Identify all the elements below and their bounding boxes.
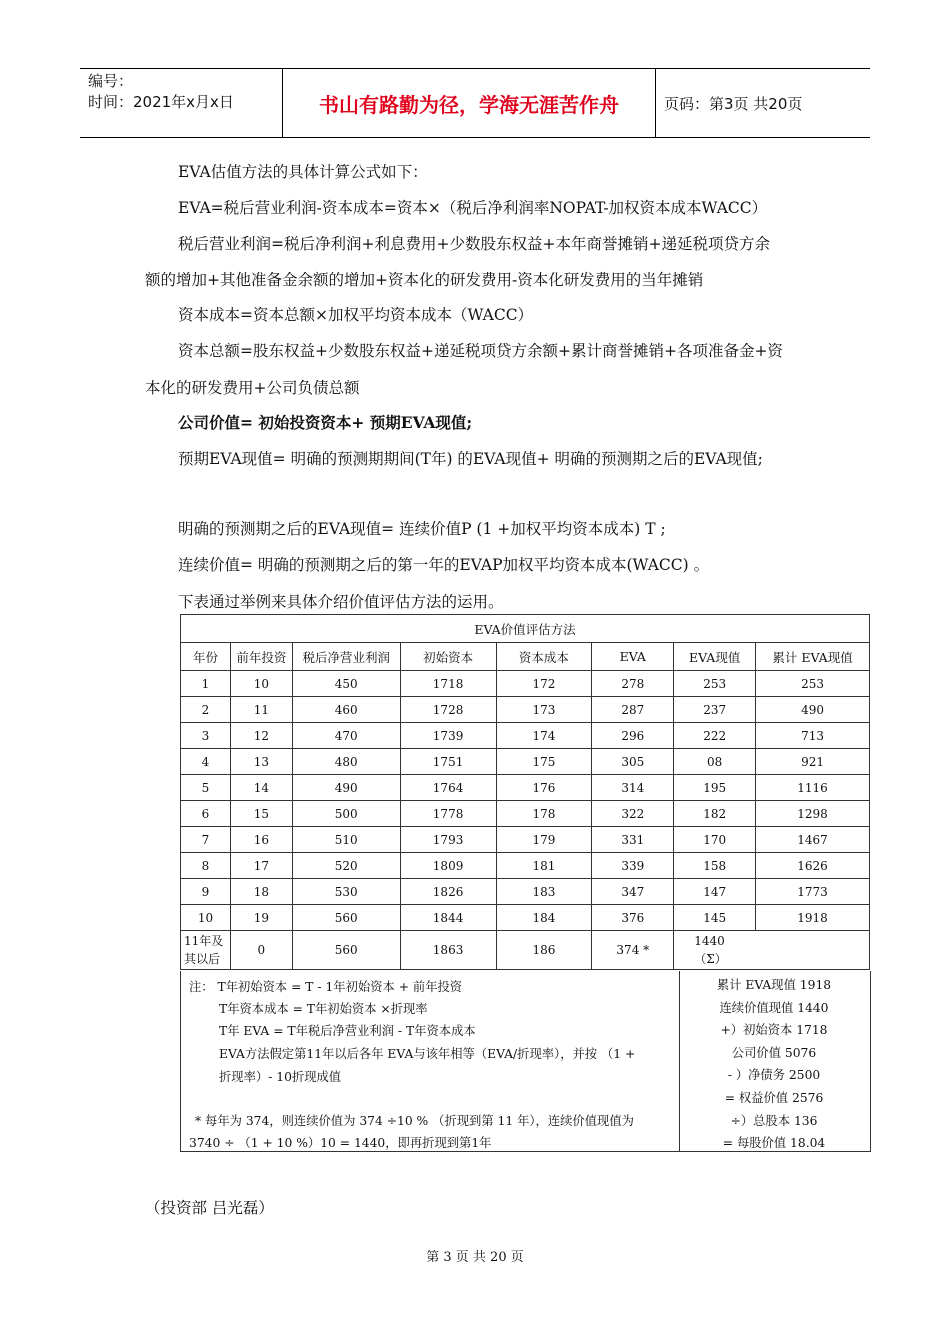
table-cell: 179 [496, 827, 592, 853]
table-cell: 520 [292, 853, 400, 879]
table-cell: 13 [230, 749, 292, 775]
header-motto: 书山有路勤为径，学海无涯苦作舟 [282, 69, 656, 137]
table-cell: 195 [674, 775, 756, 801]
table-cell: 470 [292, 723, 400, 749]
table-row [181, 749, 870, 775]
page-header [80, 68, 870, 138]
table-cell: 5 [181, 775, 231, 801]
table-header: EVA现值 [674, 643, 756, 671]
summary-line: - ）净债务 2500 [727, 1068, 821, 1083]
table-cell-text: （Σ） [694, 952, 727, 966]
body-line-3b: 额的增加+其他准备金余额的增加+资本化的研发费用-资本化研发费用的当年摊销 [145, 271, 704, 289]
table-cell: 181 [496, 853, 592, 879]
body-line-2: EVA=税后营业利润-资本成本=资本×（税后净利润率NOPAT-加权资本成本WACC） [178, 199, 768, 217]
table-cell: 1718 [400, 671, 496, 697]
table-cell: 374 * [592, 931, 674, 970]
table-cell: 331 [592, 827, 674, 853]
table-cell: 182 [674, 801, 756, 827]
table-title: EVA价值评估方法 [181, 615, 870, 643]
table-row [181, 879, 870, 905]
table-cell: 178 [496, 801, 592, 827]
summary-line: +）初始资本 1718 [720, 1023, 828, 1038]
note-line: T年资本成本 = T年初始资本 ×折现率 [219, 1002, 428, 1016]
table-cell: 490 [756, 697, 870, 723]
table-cell: 1116 [756, 775, 870, 801]
table-cell: 237 [674, 697, 756, 723]
table-cell: 184 [496, 905, 592, 931]
table-cell: 1793 [400, 827, 496, 853]
table-cell: 6 [181, 801, 231, 827]
table-cell: 172 [496, 671, 592, 697]
table-cell: 339 [592, 853, 674, 879]
table-cell: 2 [181, 697, 231, 723]
table-cell: 921 [756, 749, 870, 775]
table-cell: 322 [592, 801, 674, 827]
body-line-6: 公司价值= 初始投资资本+ 预期EVA现值; [178, 413, 473, 432]
table-cell: 560 [292, 931, 400, 970]
table-row [181, 697, 870, 723]
table-cell: 1751 [400, 749, 496, 775]
table-cell: 222 [674, 723, 756, 749]
table-cell: 1773 [756, 879, 870, 905]
table-cell: 376 [592, 905, 674, 931]
table-cell: 1 [181, 671, 231, 697]
table-cell: 490 [292, 775, 400, 801]
table-row [181, 723, 870, 749]
table-cell: 500 [292, 801, 400, 827]
summary-line: 连续价值现值 1440 [719, 1000, 829, 1015]
table-cell-text: 11年及 [184, 934, 224, 948]
table-header: 资本成本 [496, 643, 592, 671]
table-row-final [181, 931, 870, 970]
table-cell: 1918 [756, 905, 870, 931]
table-cell: 1809 [400, 853, 496, 879]
table-cell: 08 [674, 749, 756, 775]
table-header: 税后净营业利润 [292, 643, 400, 671]
table-cell: 175 [496, 749, 592, 775]
table-cell: 1826 [400, 879, 496, 905]
table-row [181, 775, 870, 801]
body-line-5a: 资本总额=股东权益+少数股东权益+递延税项贷方余额+累计商誉摊销+各项准备金+资 [178, 342, 783, 360]
table-cell: 1728 [400, 697, 496, 723]
table-cell: 170 [674, 827, 756, 853]
table-cell: 16 [230, 827, 292, 853]
header-id: 编号： [88, 72, 134, 90]
summary-line: = 每股价值 18.04 [722, 1136, 826, 1151]
note-line: 注： T年初始资本 = T - 1年初始资本 + 前年投资 [189, 980, 463, 994]
table-cell: 18 [230, 879, 292, 905]
table-header: 初始资本 [400, 643, 496, 671]
table-row [181, 801, 870, 827]
note-line: 折现率）- 10折现成值 [219, 1070, 342, 1084]
table-cell: 14 [230, 775, 292, 801]
summary-line: 累计 EVA现值 1918 [716, 978, 832, 992]
table-cell: 10 [181, 905, 231, 931]
body-line-1: EVA估值方法的具体计算公式如下： [178, 163, 428, 181]
table-cell: 173 [496, 697, 592, 723]
table-row [181, 905, 870, 931]
table-cell: 9 [181, 879, 231, 905]
valuation-summary [678, 971, 871, 1152]
table-row [181, 671, 870, 697]
page-number: 第 3 页 共 20 页 [426, 1250, 524, 1265]
table-cell: 3 [181, 723, 231, 749]
note-line: T年 EVA = T年税后净营业利润 - T年资本成本 [219, 1024, 476, 1038]
table-cell: 4 [181, 749, 231, 775]
body-line-3a: 税后营业利润=税后净利润+利息费用+少数股东权益+本年商誉摊销+递延税项贷方余 [178, 235, 770, 253]
table-cell: 296 [592, 723, 674, 749]
table-cell: 287 [592, 697, 674, 723]
table-cell: 7 [181, 827, 231, 853]
table-cell: 253 [674, 671, 756, 697]
summary-line: = 权益价值 2576 [724, 1090, 824, 1105]
note-line: EVA方法假定第11年以后各年 EVA与该年相等（EVA/折现率），并按 （1 + [219, 1047, 636, 1061]
table-cell: 510 [292, 827, 400, 853]
table-cell [674, 931, 870, 970]
table-cell: 278 [592, 671, 674, 697]
note-line: 3740 ÷ （1 + 10 %）10 = 1440，即再折现到第1年 [189, 1136, 492, 1150]
body-line-10: 下表通过举例来具体介绍价值评估方法的运用。 [178, 593, 504, 611]
table-cell: 176 [496, 775, 592, 801]
table-header: EVA [592, 643, 674, 671]
body-line-7: 预期EVA现值= 明确的预测期期间(T年) 的EVA现值+ 明确的预测期之后的EVA现值; [178, 450, 763, 468]
table-cell: 158 [674, 853, 756, 879]
header-time: 时间：2021年x月x日 [88, 93, 234, 111]
table-cell-text: 其以后 [184, 952, 221, 966]
table-cell: 713 [756, 723, 870, 749]
table-cell: 530 [292, 879, 400, 905]
table-cell-text: 1440 [694, 934, 725, 948]
table-cell: 1626 [756, 853, 870, 879]
table-cell: 8 [181, 853, 231, 879]
table-cell: 19 [230, 905, 292, 931]
table-header: 累计 EVA现值 [756, 643, 870, 671]
header-page: 页码：第3页 共20页 [664, 94, 803, 113]
table-cell: 183 [496, 879, 592, 905]
table-cell: 147 [674, 879, 756, 905]
table-cell: 305 [592, 749, 674, 775]
table-cell: 314 [592, 775, 674, 801]
table-cell: 1298 [756, 801, 870, 827]
table-row [181, 827, 870, 853]
table-cell [181, 931, 231, 970]
table-cell: 480 [292, 749, 400, 775]
table-cell: 1844 [400, 905, 496, 931]
body-line-5b: 本化的研发费用+公司负债总额 [145, 379, 360, 397]
table-cell: 1764 [400, 775, 496, 801]
note-line: * 每年为 374，则连续价值为 374 ÷10 % （折现到第 11 年），连续价值现值为 [195, 1114, 634, 1128]
body-line-4: 资本成本=资本总额×加权平均资本成本（WACC） [178, 306, 534, 324]
summary-line: 公司价值 5076 [731, 1045, 817, 1060]
table-cell: 12 [230, 723, 292, 749]
author-line: （投资部 吕光磊） [145, 1199, 274, 1217]
table-row [181, 853, 870, 879]
header-meta [88, 71, 284, 113]
table-notes [180, 971, 680, 1152]
table-cell: 1778 [400, 801, 496, 827]
eva-table [180, 614, 870, 970]
body-line-8: 明确的预测期之后的EVA现值= 连续价值P (1 +加权平均资本成本) T ; [178, 520, 666, 538]
table-cell: 0 [230, 931, 292, 970]
table-cell: 460 [292, 697, 400, 723]
table-cell: 450 [292, 671, 400, 697]
table-cell: 560 [292, 905, 400, 931]
table-cell: 1739 [400, 723, 496, 749]
body-line-9: 连续价值= 明确的预测期之后的第一年的EVAP加权平均资本成本(WACC) 。 [178, 556, 710, 574]
table-cell: 10 [230, 671, 292, 697]
table-cell: 186 [496, 931, 592, 970]
table-cell: 253 [756, 671, 870, 697]
table-cell: 145 [674, 905, 756, 931]
summary-line: ÷）总股本 136 [730, 1113, 818, 1128]
table-header: 前年投资 [230, 643, 292, 671]
table-header: 年份 [181, 643, 231, 671]
table-header-row [181, 643, 870, 671]
table-cell: 1467 [756, 827, 870, 853]
table-cell: 17 [230, 853, 292, 879]
table-cell: 11 [230, 697, 292, 723]
table-cell: 15 [230, 801, 292, 827]
table-cell: 174 [496, 723, 592, 749]
table-cell: 347 [592, 879, 674, 905]
table-cell: 1863 [400, 931, 496, 970]
